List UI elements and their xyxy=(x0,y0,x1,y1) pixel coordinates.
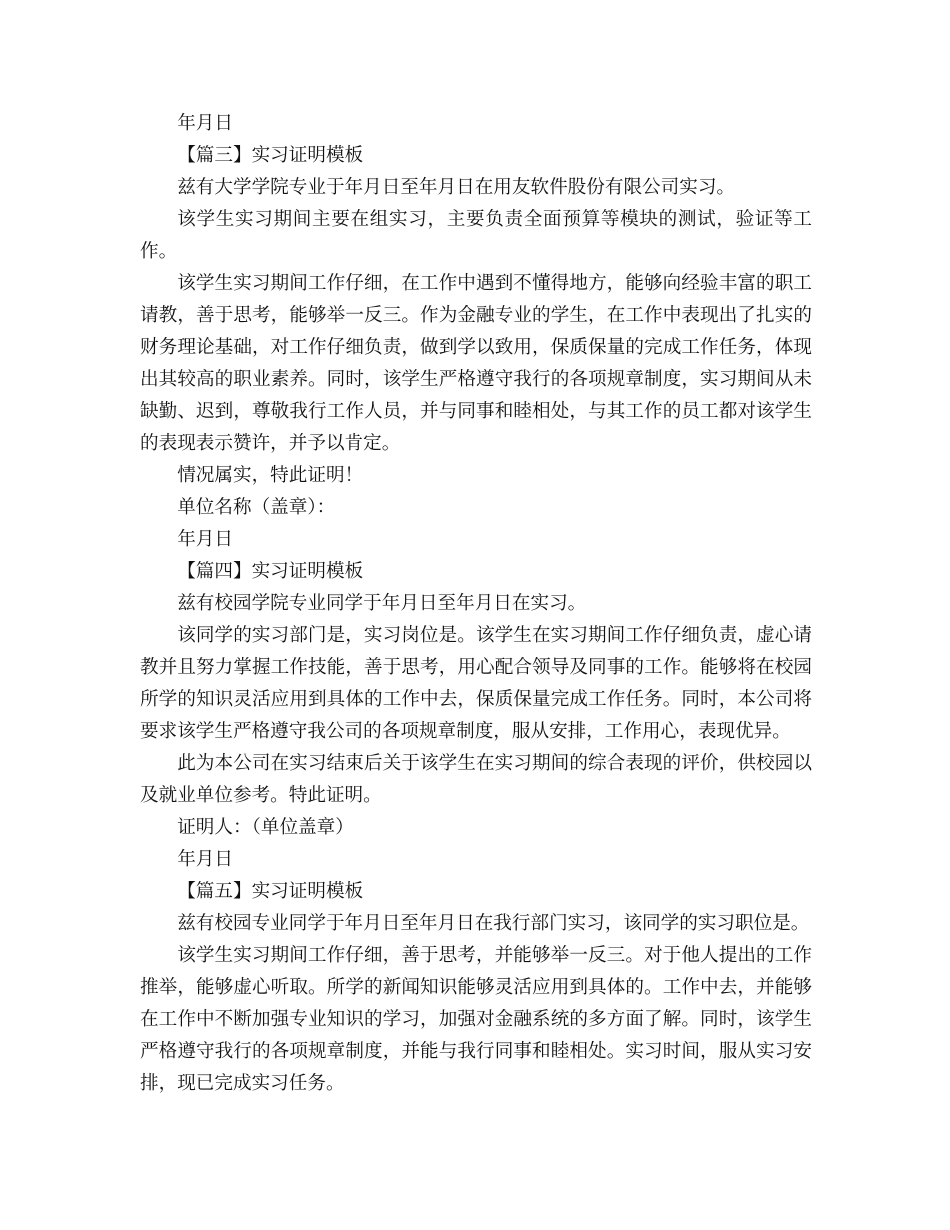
paragraph: 情况属实，特此证明！ xyxy=(177,465,364,486)
paragraph: 该学生实习期间主要在组实习，主要负责全面预算等模块的测试，验证等工作。 xyxy=(140,209,812,262)
paragraph: 该学生实习期间工作仔细，善于思考，并能够举一反三。对于他人提出的工作推举，能够虚心听取。所学的新闻知识能够灵活应用到具体的。工作中去，并能够在工作中不断加强专业知识的学习，加强对金融系统的多方面了解。同时，该学生严格遵守我行的各项规章制度，并能与我行同事和睦相处。实习时间，服从实习安排，现已完成实习任务。 xyxy=(140,945,812,1094)
date-line: 年月日 xyxy=(177,849,233,870)
date-line: 年月日 xyxy=(177,113,233,134)
section-heading-4: 【篇四】实习证明模板 xyxy=(177,561,364,582)
paragraph: 该同学的实习部门是，实习岗位是。该学生在实习期间工作仔细负责，虚心请教并且努力掌握工作技能，善于思考，用心配合领导及同事的工作。能够将在校园所学的知识灵活应用到具体的工作中去，保质保量完成工作任务。同时，本公司将要求该学生严格遵守我公司的各项规章制度，服从安排，工作用心，表现优异。 xyxy=(140,625,812,742)
document-body xyxy=(140,108,812,1100)
seal-line: 单位名称（盖章）： xyxy=(177,497,336,518)
paragraph: 此为本公司在实习结束后关于该学生在实习期间的综合表现的评价，供校园以及就业单位参考。特此证明。 xyxy=(140,753,812,806)
date-line: 年月日 xyxy=(177,529,233,550)
section-heading-3: 【篇三】实习证明模板 xyxy=(177,145,364,166)
section-heading-5: 【篇五】实习证明模板 xyxy=(177,881,364,902)
paragraph: 兹有校园专业同学于年月日至年月日在我行部门实习，该同学的实习职位是。 xyxy=(177,913,810,934)
seal-line: 证明人：（单位盖章） xyxy=(177,817,354,838)
paragraph: 该学生实习期间工作仔细，在工作中遇到不懂得地方，能够向经验丰富的职工请教，善于思考，能够举一反三。作为金融专业的学生，在工作中表现出了扎实的财务理论基础，对工作仔细负责，做到学以致用，保质保量的完成工作任务，体现出其较高的职业素养。同时，该学生严格遵守我行的各项规章制度，实习期间从未缺勤、迟到，尊敬我行工作人员，并与同事和睦相处，与其工作的员工都对该学生的表现表示赞许，并予以肯定。 xyxy=(140,273,812,454)
paragraph: 兹有校园学院专业同学于年月日至年月日在实习。 xyxy=(177,593,587,614)
paragraph: 兹有大学学院专业于年月日至年月日在用友软件股份有限公司实习。 xyxy=(177,177,736,198)
